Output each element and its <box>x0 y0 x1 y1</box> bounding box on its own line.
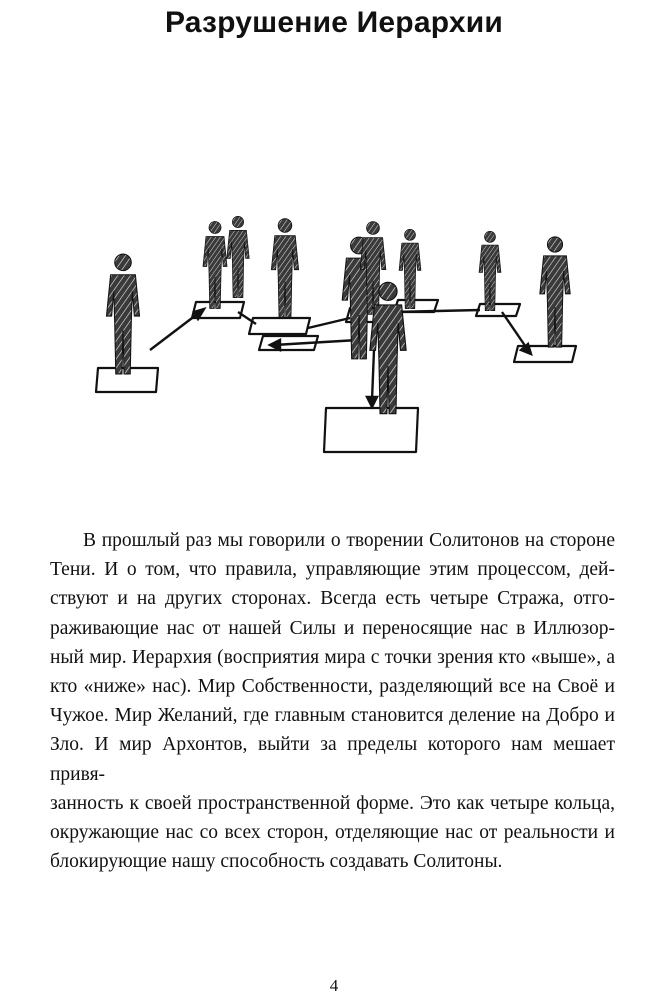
body-line: кто «ниже» нас). Мир Собственности, разделяющий все на Своё и <box>50 676 615 698</box>
body-line: ствуют и на других сторонах. Всегда есть четыре Стража, отго- <box>50 588 615 610</box>
page-number: 4 <box>329 976 339 995</box>
body-line: ный мир. Иерархия (восприятия мира с точки зрения кто «выше», а <box>50 646 615 668</box>
body-line: окружающие нас со всех сторон, отделяющие нас от реальности и <box>50 822 615 844</box>
body-line: блокирующие нашу способность создавать Солитоны. <box>50 851 503 873</box>
hierarchy-network-figures-illustration <box>88 200 608 470</box>
page-title: Разрушение Иерархии <box>164 6 504 39</box>
body-line: Тени. И о том, что правила, управляющие этим процессом, дей- <box>50 559 615 581</box>
body-line: занность к своей пространственной форме. Это как четыре кольца, <box>50 792 615 814</box>
body-line: Зло. И мир Архонтов, выйти за пределы которого нам мешает привя- <box>50 734 615 785</box>
body-line: раживающие нас от нашей Силы и переносящие нас в Иллюзор- <box>50 617 615 639</box>
body-paragraph <box>50 526 615 876</box>
body-line: В прошлый раз мы говорили о творении Солитонов на стороне <box>83 530 615 551</box>
body-line: Чужое. Мир Желаний, где главным становится деление на Добро и <box>50 705 615 727</box>
